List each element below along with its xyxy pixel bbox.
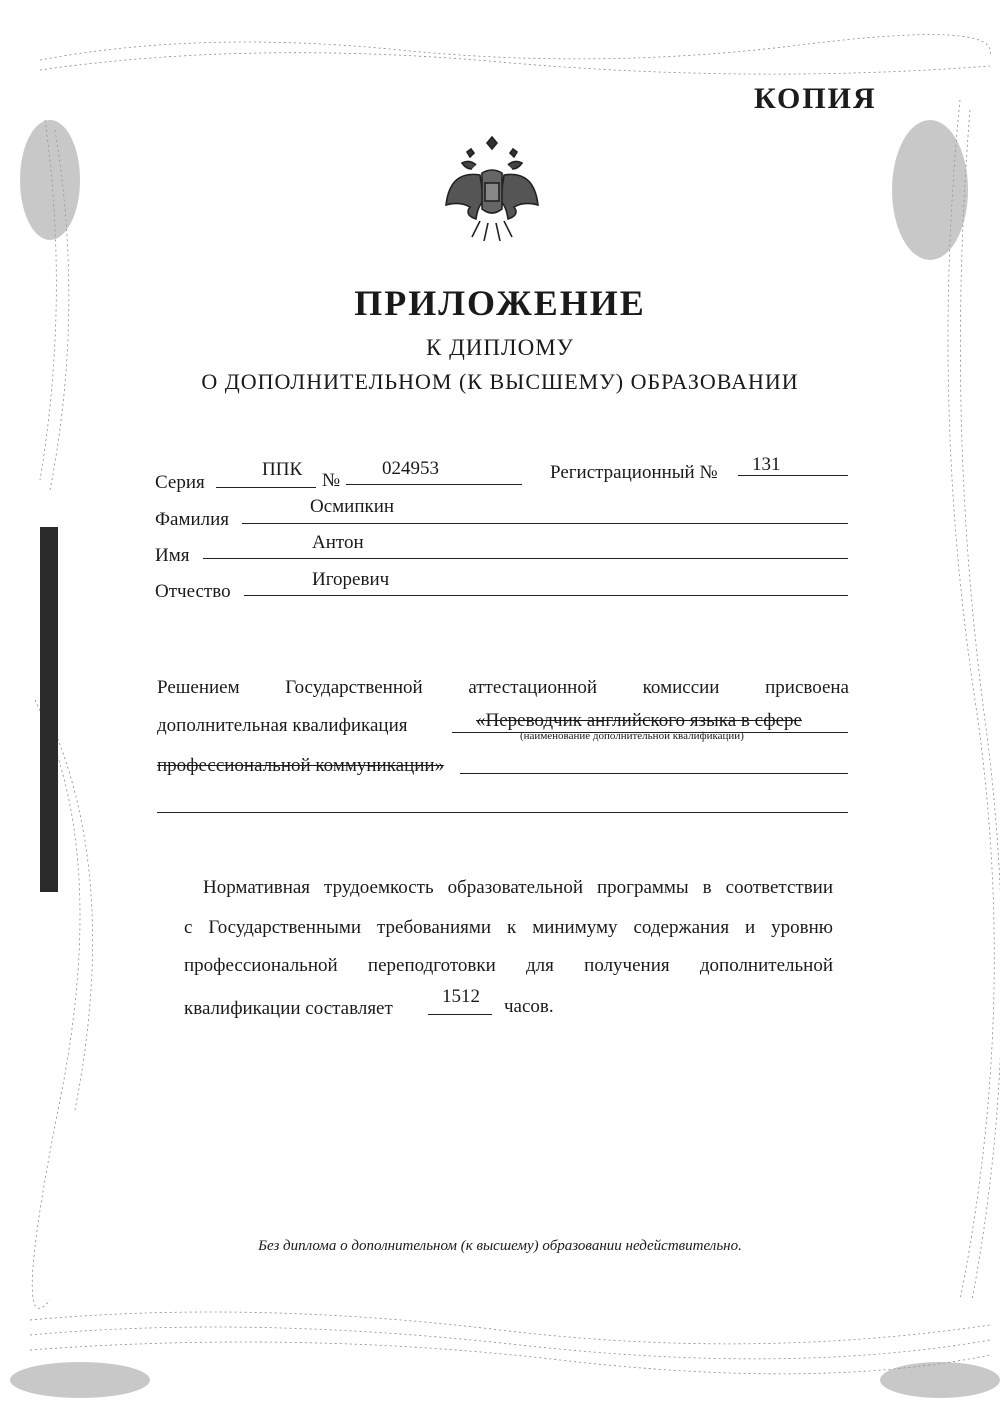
workload-line-1: Нормативная трудоемкость образовательной программы в соответствии: [203, 877, 833, 898]
workload-line-3: профессиональной переподготовки для получения дополнительной: [184, 955, 833, 976]
first-name-value: Антон: [312, 532, 364, 553]
number-label: №: [322, 470, 341, 491]
qualification-line-2-prefix: дополнительная квалификация: [157, 715, 408, 736]
qualification-line-3: профессиональной коммуникации»: [157, 755, 445, 776]
coat-of-arms-emblem: [440, 135, 544, 247]
copy-stamp: КОПИЯ: [754, 82, 877, 115]
registration-label: Регистрационный №: [550, 462, 718, 483]
registration-value: 131: [752, 454, 781, 475]
validity-note: Без диплома о дополнительном (к высшему) образовании недействительно.: [258, 1238, 742, 1254]
workload-line-4-suffix: часов.: [504, 996, 554, 1017]
document-title: ПРИЛОЖЕНИЕ: [354, 283, 646, 323]
first-name-label: Имя: [155, 545, 190, 566]
first-name-underline: [203, 558, 848, 559]
series-value: ППК: [262, 459, 303, 480]
series-underline: [216, 487, 316, 488]
patronymic-label: Отчество: [155, 581, 231, 602]
workload-line-4-prefix: квалификации составляет: [184, 998, 393, 1019]
qualification-line-1: Решением Государственной аттестационной комиссии присвоена: [157, 677, 849, 698]
surname-label: Фамилия: [155, 509, 230, 530]
patronymic-value: Игоревич: [312, 569, 390, 590]
series-label: Серия: [155, 472, 205, 493]
patronymic-underline: [244, 595, 848, 596]
qualification-caption: (наименование дополнительной квалификации): [520, 730, 744, 742]
scan-edge-shadow: [40, 527, 58, 892]
surname-underline: [242, 523, 848, 524]
qualification-line-3-underline: [460, 773, 848, 774]
qualification-value: «Переводчик английского языка в сфере: [476, 710, 802, 731]
qualification-empty-line: [157, 812, 848, 813]
surname-value: Осмипкин: [310, 496, 395, 517]
workload-line-2: с Государственными требованиями к минимуму содержания и уровню: [184, 917, 833, 938]
number-value: 024953: [382, 458, 439, 479]
document-subtitle-2: О ДОПОЛНИТЕЛЬНОМ (К ВЫСШЕМУ) ОБРАЗОВАНИИ: [201, 369, 799, 394]
hours-value: 1512: [442, 986, 480, 1007]
number-underline: [346, 484, 522, 485]
document-subtitle: К ДИПЛОМУ: [426, 335, 574, 360]
hours-underline: [428, 1014, 492, 1015]
